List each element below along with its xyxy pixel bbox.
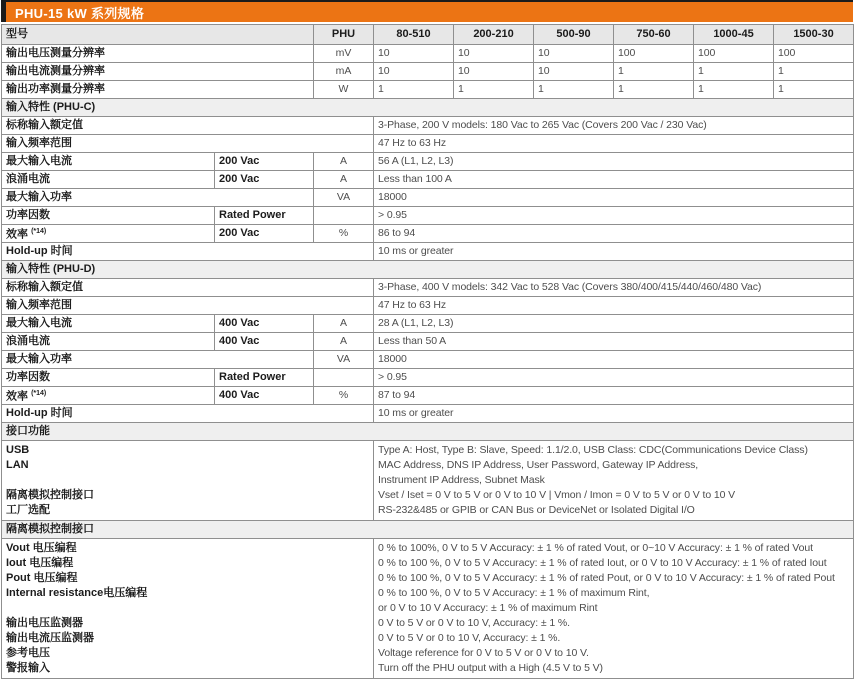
condition-cell: 200 Vac	[215, 171, 314, 189]
value-cell: 10	[374, 45, 454, 63]
table-row	[2, 81, 854, 99]
table-row	[2, 351, 854, 369]
unit-cell: W	[314, 81, 374, 99]
spec-table	[1, 24, 854, 679]
value-cell: 3-Phase, 200 V models: 180 Vac to 265 Vac (Covers 200 Vac / 230 Vac)	[374, 117, 854, 135]
row-label: 输出功率测量分辨率	[2, 81, 314, 99]
model-column-header: 750-60	[614, 25, 694, 45]
table-row	[2, 387, 854, 405]
row-label: 输出电压测量分辨率	[2, 45, 314, 63]
row-label: 最大输入功率	[2, 189, 314, 207]
value-cell: 1	[534, 81, 614, 99]
value-cell: 10	[534, 45, 614, 63]
value-cell: 100	[774, 45, 854, 63]
unit-cell: %	[314, 225, 374, 243]
value-line: MAC Address, DNS IP Address, User Password, Gateway IP Address,	[378, 459, 699, 471]
value-cell: 1	[374, 81, 454, 99]
value-cell: 18000	[374, 189, 854, 207]
table-row	[2, 315, 854, 333]
title-bar	[1, 0, 853, 22]
value-cell: 10 ms or greater	[374, 405, 854, 423]
table-row	[2, 369, 854, 387]
unit-cell: %	[314, 387, 374, 405]
table-row	[2, 405, 854, 423]
footnote-marker: (*14)	[31, 228, 47, 236]
table-row	[2, 297, 854, 315]
value-line: RS-232&485 or GPIB or CAN Bus or DeviceNet or Isolated Digital I/O	[378, 504, 695, 516]
section-title: 输入特性 (PHU-D)	[2, 261, 854, 279]
table-row	[2, 45, 854, 63]
value-cell: 87 to 94	[374, 387, 854, 405]
value-cell: 1	[694, 63, 774, 81]
interface-labels	[2, 441, 374, 521]
unit-cell	[314, 207, 374, 225]
section-header-row	[2, 423, 854, 441]
row-label: 功率因数	[2, 369, 215, 387]
table-row	[2, 153, 854, 171]
value-line: 0 % to 100 %, 0 V to 5 V Accuracy: ± 1 % of maximum Rint,	[378, 587, 650, 599]
row-label: 参考电压	[6, 647, 50, 659]
value-line: 0 % to 100 %, 0 V to 5 V Accuracy: ± 1 % of rated Iout, or 0 V to 10 V Accuracy: ± 1 % of rated Iout	[378, 557, 827, 569]
row-label-text: 效率	[6, 390, 28, 403]
value-line: 0 V to 5 V or 0 to 10 V, Accuracy: ± 1 %.	[378, 632, 561, 644]
table-row	[2, 207, 854, 225]
phu-header: PHU	[314, 25, 374, 45]
model-column-header: 80-510	[374, 25, 454, 45]
model-column-header: 1500-30	[774, 25, 854, 45]
section-header-row	[2, 261, 854, 279]
model-column-header: 500-90	[534, 25, 614, 45]
value-line: 0 % to 100%, 0 V to 5 V Accuracy: ± 1 % of rated Vout, or 0~10 V Accuracy: ± 1 % of rated Vout	[378, 542, 813, 554]
model-column-header: 200-210	[454, 25, 534, 45]
value-cell: 100	[614, 45, 694, 63]
row-label: 警报输入	[6, 662, 50, 674]
value-cell: Less than 50 A	[374, 333, 854, 351]
row-label: 最大输入功率	[2, 351, 314, 369]
row-label: 输出电流测量分辨率	[2, 63, 314, 81]
value-cell: 10	[454, 63, 534, 81]
row-label	[6, 473, 369, 488]
section-title: 隔离模拟控制接口	[2, 521, 854, 539]
section-header-row	[2, 99, 854, 117]
condition-cell: Rated Power	[215, 207, 314, 225]
row-label: Hold-up 时间	[2, 405, 374, 423]
condition-cell: 200 Vac	[215, 225, 314, 243]
value-cell: 10 ms or greater	[374, 243, 854, 261]
row-label: 输入频率范围	[2, 297, 374, 315]
value-cell: 47 Hz to 63 Hz	[374, 135, 854, 153]
row-label: Internal resistance电压编程	[6, 587, 148, 599]
value-cell: 18000	[374, 351, 854, 369]
unit-cell: A	[314, 315, 374, 333]
value-line: Instrument IP Address, Subnet Mask	[378, 474, 545, 486]
value-cell: > 0.95	[374, 369, 854, 387]
value-cell: Less than 100 A	[374, 171, 854, 189]
unit-cell: VA	[314, 189, 374, 207]
table-row	[2, 279, 854, 297]
row-label: Hold-up 时间	[2, 243, 374, 261]
analog-labels	[2, 539, 374, 679]
value-cell: 1	[454, 81, 534, 99]
value-line: or 0 V to 10 V Accuracy: ± 1 % of maximum Rint	[378, 602, 598, 614]
unit-cell: A	[314, 153, 374, 171]
unit-cell: A	[314, 333, 374, 351]
table-row	[2, 63, 854, 81]
section-title: 接口功能	[2, 423, 854, 441]
table-row	[2, 243, 854, 261]
analog-values	[374, 539, 854, 679]
table-row	[2, 117, 854, 135]
condition-cell: 400 Vac	[215, 333, 314, 351]
value-line: Voltage reference for 0 V to 5 V or 0 V to 10 V.	[378, 647, 589, 659]
table-row	[2, 333, 854, 351]
row-label: Vout 电压编程	[6, 542, 77, 554]
row-label	[2, 225, 215, 243]
section-header-row	[2, 521, 854, 539]
model-header: 型号	[2, 25, 314, 45]
row-label: 标称输入额定值	[2, 117, 374, 135]
row-label: Iout 电压编程	[6, 557, 74, 569]
row-label: 工厂选配	[6, 504, 50, 516]
footnote-marker: (*14)	[31, 390, 47, 398]
unit-cell	[314, 369, 374, 387]
interface-values	[374, 441, 854, 521]
section-title: 输入特性 (PHU-C)	[2, 99, 854, 117]
row-label: USB	[6, 444, 30, 456]
value-cell: 86 to 94	[374, 225, 854, 243]
page-title: PHU-15 kW 系列规格	[15, 5, 145, 21]
row-label: 浪涌电流	[2, 333, 215, 351]
value-cell: 1	[694, 81, 774, 99]
row-label: Pout 电压编程	[6, 572, 78, 584]
row-label: 最大输入电流	[2, 153, 215, 171]
unit-cell: mV	[314, 45, 374, 63]
value-cell: 10	[454, 45, 534, 63]
value-cell: 1	[774, 63, 854, 81]
value-cell: 56 A (L1, L2, L3)	[374, 153, 854, 171]
row-label: LAN	[6, 459, 29, 471]
row-label: 隔离模拟控制接口	[6, 489, 94, 501]
interface-row	[2, 441, 854, 521]
value-cell: > 0.95	[374, 207, 854, 225]
value-line: Type A: Host, Type B: Slave, Speed: 1.1/2.0, USB Class: CDC(Communications Device Class)	[378, 444, 808, 456]
value-cell: 1	[614, 63, 694, 81]
value-cell: 3-Phase, 400 V models: 342 Vac to 528 Vac (Covers 380/400/415/440/460/480 Vac)	[374, 279, 854, 297]
unit-cell: VA	[314, 351, 374, 369]
row-label: 输出电流压监测器	[6, 632, 94, 644]
row-label: 输入频率范围	[2, 135, 374, 153]
condition-cell: 400 Vac	[215, 315, 314, 333]
table-row	[2, 171, 854, 189]
row-label: 功率因数	[2, 207, 215, 225]
value-line: 0 % to 100 %, 0 V to 5 V Accuracy: ± 1 % of rated Pout, or 0 V to 10 V Accuracy: ± 1 % of rated Pout	[378, 572, 835, 584]
condition-cell: 200 Vac	[215, 153, 314, 171]
condition-cell: Rated Power	[215, 369, 314, 387]
row-label	[6, 601, 369, 616]
unit-cell: mA	[314, 63, 374, 81]
analog-row	[2, 539, 854, 679]
value-cell: 47 Hz to 63 Hz	[374, 297, 854, 315]
value-line: Turn off the PHU output with a High (4.5 V to 5 V)	[378, 662, 603, 674]
model-column-header: 1000-45	[694, 25, 774, 45]
row-label	[2, 387, 215, 405]
value-cell: 100	[694, 45, 774, 63]
value-cell: 28 A (L1, L2, L3)	[374, 315, 854, 333]
value-cell: 10	[534, 63, 614, 81]
table-row	[2, 135, 854, 153]
row-label: 输出电压监测器	[6, 617, 83, 629]
value-line: Vset / Iset = 0 V to 5 V or 0 V to 10 V | Vmon / Imon = 0 V to 5 V or 0 V to 10 V	[378, 489, 736, 501]
value-line: 0 V to 5 V or 0 V to 10 V, Accuracy: ± 1 %.	[378, 617, 570, 629]
value-cell: 10	[374, 63, 454, 81]
row-label: 标称输入额定值	[2, 279, 374, 297]
row-label: 浪涌电流	[2, 171, 215, 189]
table-row	[2, 225, 854, 243]
value-cell: 1	[774, 81, 854, 99]
table-row	[2, 189, 854, 207]
value-cell: 1	[614, 81, 694, 99]
title-bar-accent	[6, 2, 853, 22]
unit-cell: A	[314, 171, 374, 189]
condition-cell: 400 Vac	[215, 387, 314, 405]
table-header-row	[2, 25, 854, 45]
row-label-text: 效率	[6, 228, 28, 241]
row-label: 最大输入电流	[2, 315, 215, 333]
